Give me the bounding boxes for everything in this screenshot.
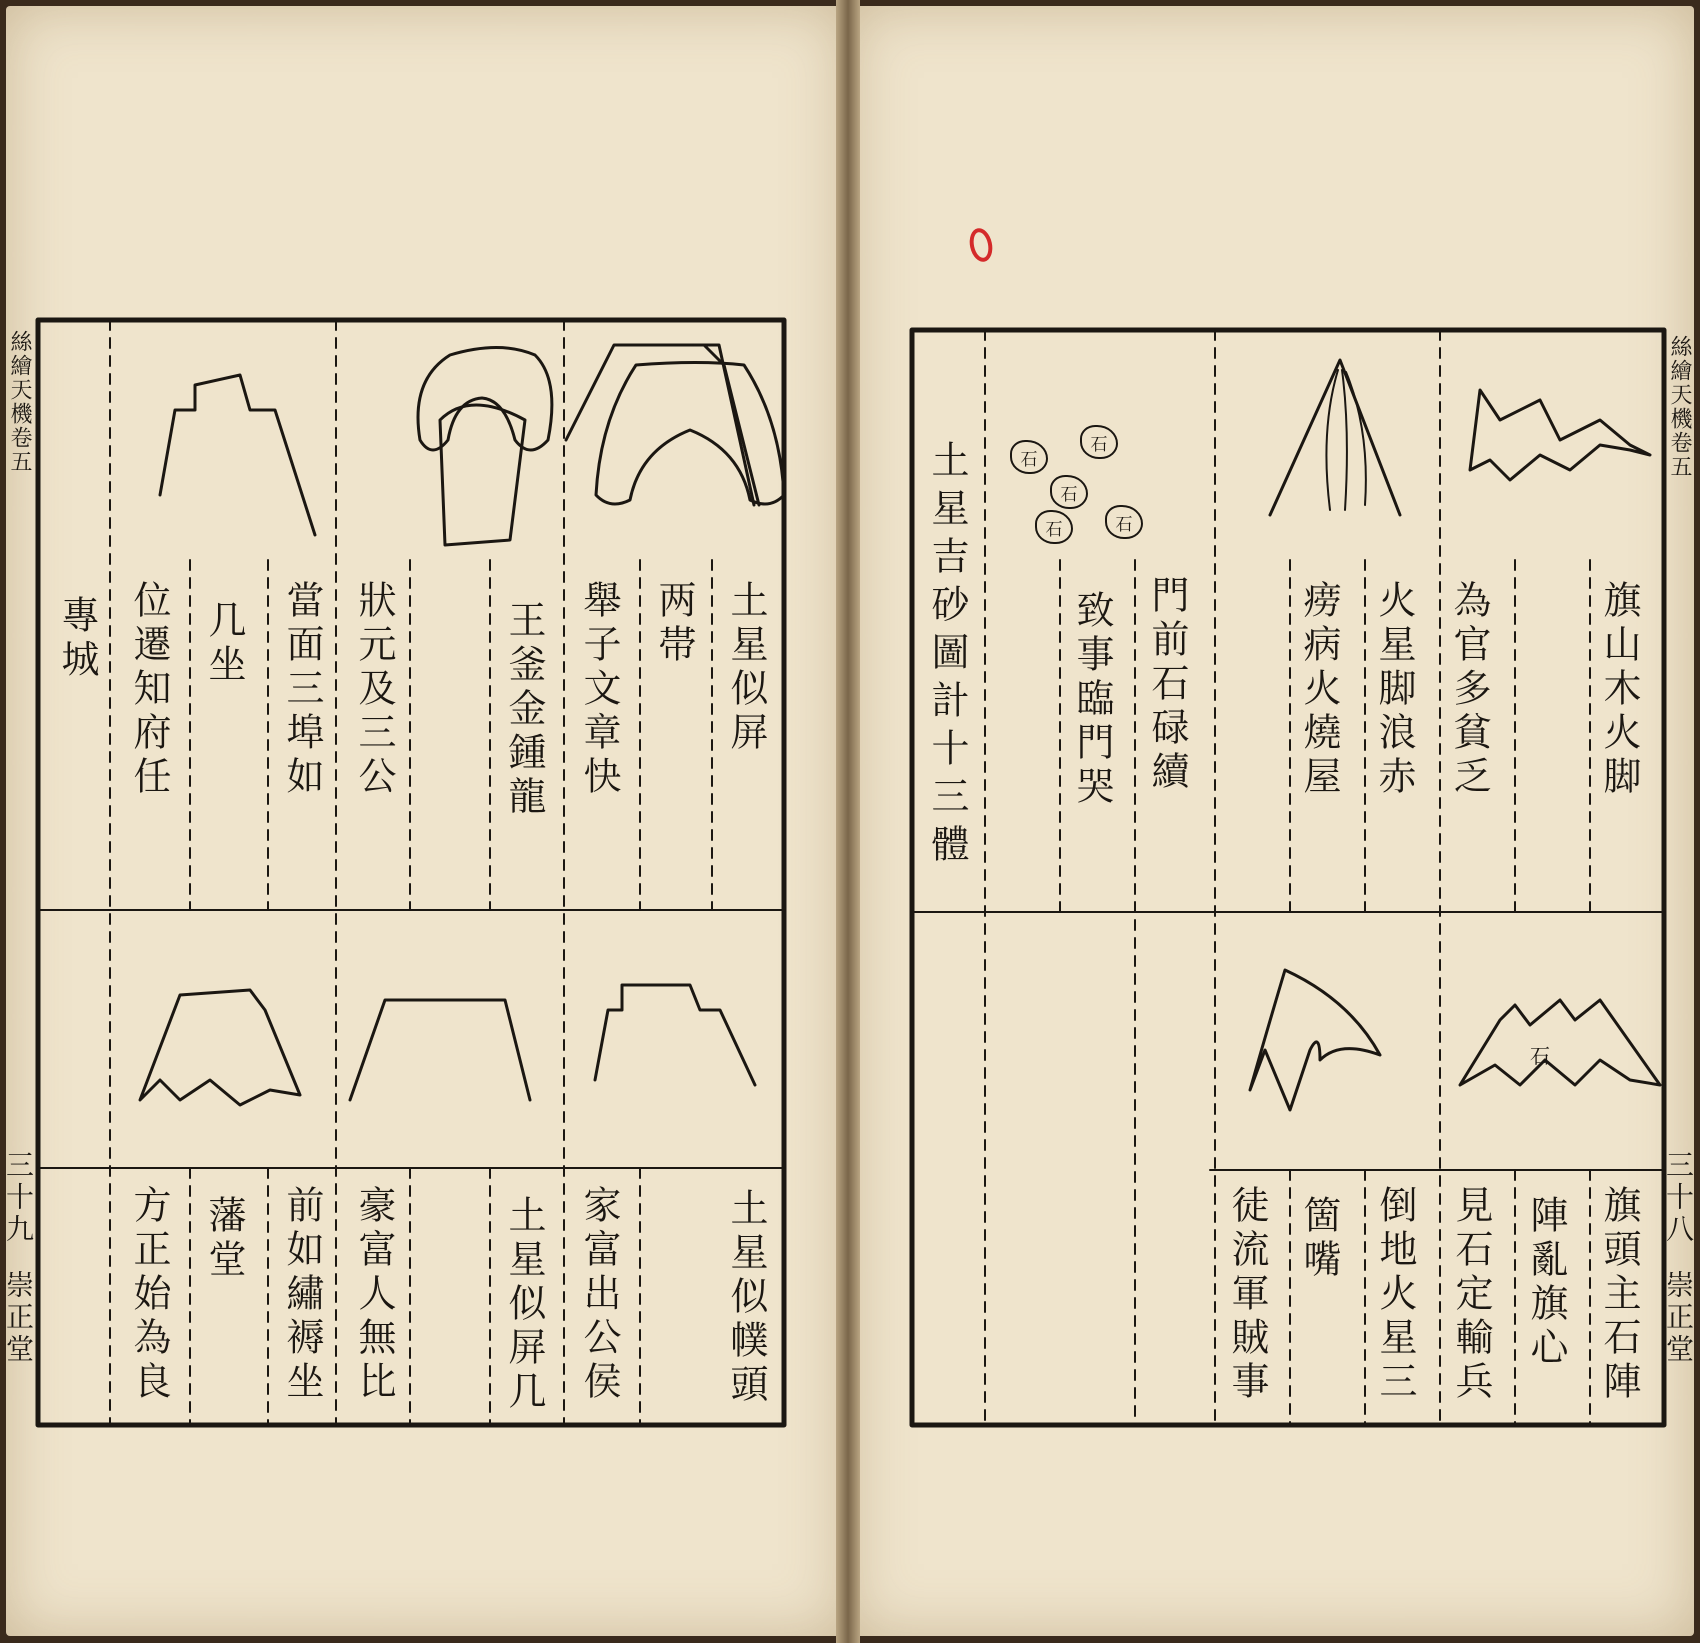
left-lower-caption-2: 家富出公侯 (577, 1185, 621, 1405)
left-upper-note-2: 王釜金鍾龍 (502, 600, 546, 820)
right-folio: 三十八 (1662, 1150, 1695, 1246)
left-margin-title: 絲繪天機卷五 (7, 330, 32, 474)
left-publisher: 崇正堂 (2, 1270, 35, 1366)
stone-glyph: 石 (1105, 505, 1143, 539)
right-upper-note-1: 為官多貧乏 (1447, 580, 1491, 800)
stone-glyph: 石 (1050, 475, 1088, 509)
right-lower-caption-4: 徒流軍賊事 (1225, 1185, 1269, 1405)
left-upper-note-4: 几坐 (202, 600, 246, 688)
left-lower-note-2: 土星似屏几 (502, 1195, 546, 1415)
stone-glyph: 石 (1530, 1044, 1550, 1068)
left-lower-caption-5: 方正始為良 (127, 1185, 171, 1405)
right-lower-note-3: 箇嘴 (1297, 1195, 1341, 1283)
left-upper-note-5: 專城 (55, 595, 99, 683)
left-lower-note-4: 藩堂 (202, 1195, 246, 1283)
right-margin-title: 絲繪天機卷五 (1667, 335, 1692, 479)
left-upper-caption-1: 土星似屏 (724, 580, 768, 756)
right-lower-note-1: 陣亂旗心 (1524, 1195, 1568, 1371)
stone-glyph: 石 (1010, 440, 1048, 474)
right-lower-caption-3: 倒地火星三 (1373, 1185, 1417, 1405)
right-lower-caption-2: 見石定輸兵 (1449, 1185, 1493, 1405)
left-lower-caption-4: 前如繡褥坐 (280, 1185, 324, 1405)
left-lower-caption-1: 土星似幞頭 (724, 1188, 768, 1408)
left-upper-caption-2: 舉子文章快 (577, 580, 621, 800)
left-upper-note-1: 两帯 (652, 580, 696, 668)
right-upper-caption-3: 門前石碌續 (1145, 575, 1189, 795)
stone-glyph: 石 (1035, 510, 1073, 544)
right-section-title: 土星吉砂圖計十三體 (925, 440, 969, 872)
left-upper-caption-3: 狀元及三公 (352, 580, 396, 800)
right-lower-caption-1: 旗頭主石陣 (1597, 1185, 1641, 1405)
right-upper-note-3: 致事臨門哭 (1070, 590, 1114, 810)
right-publisher: 崇正堂 (1662, 1270, 1695, 1366)
left-folio: 三十九 (2, 1150, 35, 1246)
stone-glyph: 石 (1080, 425, 1118, 459)
right-upper-caption-1: 旗山木火脚 (1597, 580, 1641, 800)
left-upper-caption-5: 位遷知府任 (127, 580, 171, 800)
right-upper-note-2: 痨病火燒屋 (1297, 580, 1341, 800)
left-lower-caption-3: 豪富人無比 (352, 1185, 396, 1405)
right-upper-caption-2: 火星脚浪赤 (1372, 580, 1416, 800)
left-upper-caption-4: 當面三埠如 (280, 580, 324, 800)
